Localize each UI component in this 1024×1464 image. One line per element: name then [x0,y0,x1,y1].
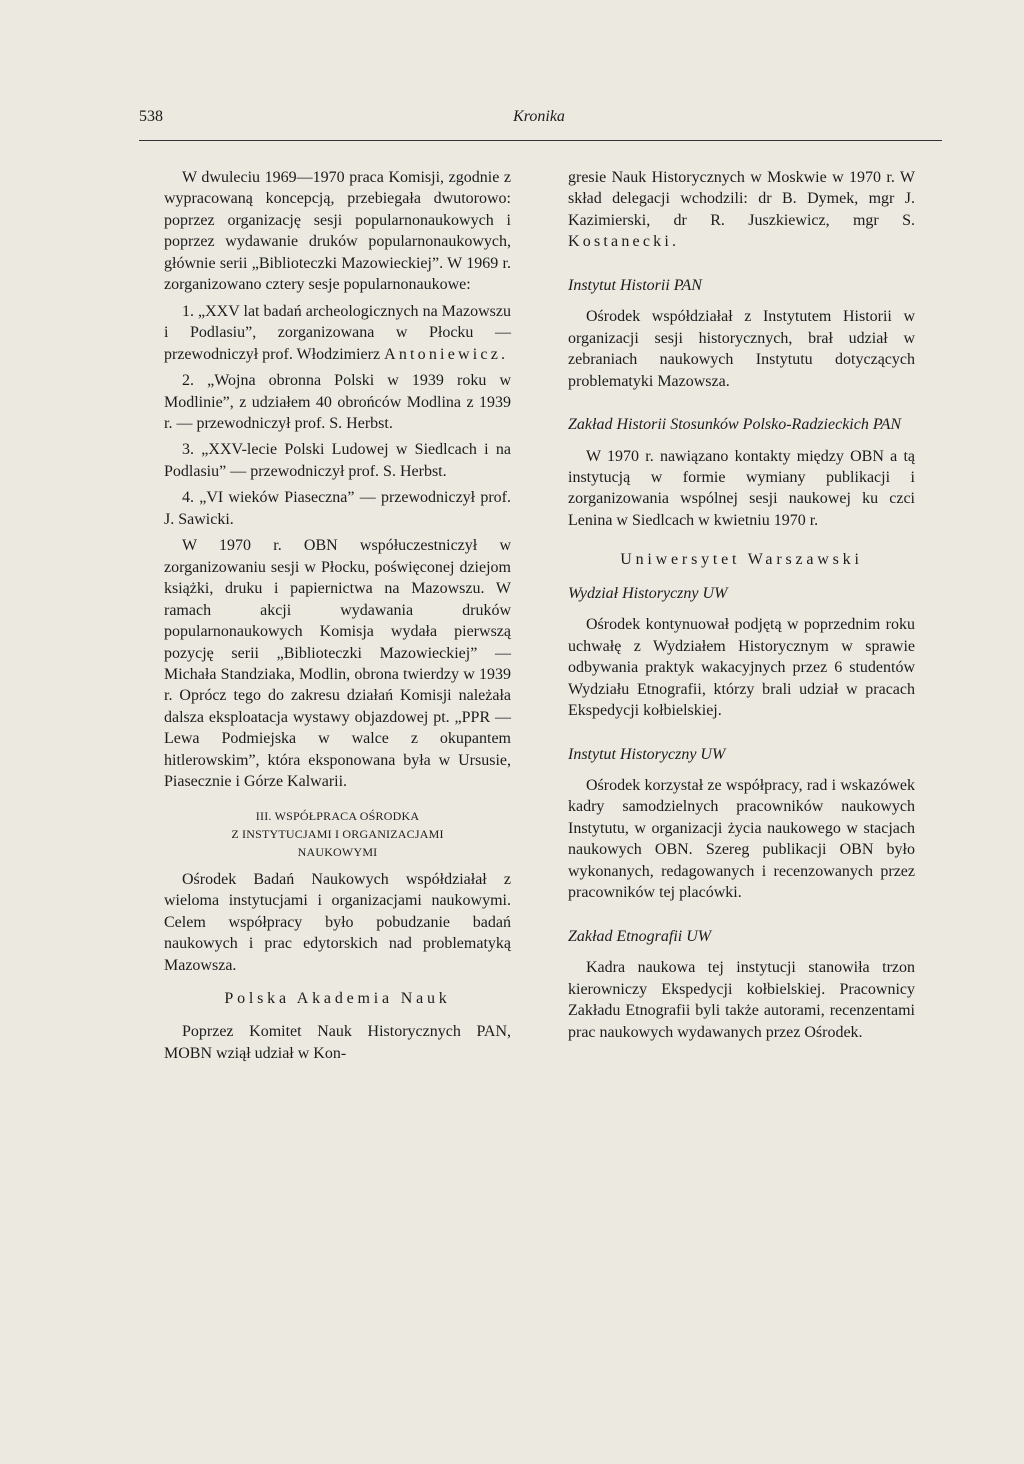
paragraph-congress-continued [568,167,915,253]
paragraph-pan-congress: Poprzez Komitet Nauk Historycznych PAN, MOBN wziął udział w Kon- [164,1023,511,1062]
left-column [164,167,511,1064]
spaced-name: Antoniewicz. [384,345,509,363]
spaced-name: Kostanecki. [568,233,680,251]
heading-polska-akademia-nauk: Polska Akademia Nauk [224,989,451,1007]
paragraph-zaklad-etnografii: Kadra naukowa tej instytucji stanowiła trzon kierowniczy Ekspedycji kołbielskiej. Pracownicy Zakładu Etnografii byli także autorami, recenzentami prac naukowych wydawanych przez Ośrodek. [568,959,915,1041]
paragraph-text: gresie Nauk Historycznych w Moskwie w 1970 r. W skład delegacji wchodzili: dr B. Dymek, mgr J. Kazimierski, dr R. Juszkiewicz, mgr S. [568,169,915,229]
paragraph-zaklad-historii: W 1970 r. nawiązano kontakty między OBN a tą instytucją w formie wymiany publikacji i zorganizowania wspólnej sesji naukowej ku czci Lenina w Siedlcach w kwietniu 1970 r. [568,447,915,529]
page-header [139,104,942,141]
list-item-session-3: 3. „XXV-lecie Polski Ludowej w Siedlcach i na Podlasiu” — przewodniczył prof. S. Herbst. [164,441,511,480]
section-heading [164,807,511,861]
heading-zaklad-etnografii: Zakład Etnografii UW [568,927,712,945]
section-heading-line: Z INSTYTUCJAMI I ORGANIZACJAMI [231,826,444,841]
paragraph-commission-work: W dwuleciu 1969—1970 praca Komisji, zgodnie z wypracowaną koncepcją, przebiegała dwutorowo: poprzez organizację sesji popularnonaukowych i poprzez wydawanie druków popularnonaukowych, głównie serii „Biblioteczki Mazowieckiej”. W 1969 r. zorganizowano cztery sesje popularnonaukowe: [164,169,511,294]
list-item-text: 1. „XXV lat badań archeologicznych na Mazowszu i Podlasiu”, zorganizowana w Płocku — przewodniczył prof. Włodzimierz [164,302,511,363]
heading-wydzial-historyczny: Wydział Historyczny UW [568,584,728,602]
heading-instytut-historii-pan: Instytut Historii PAN [568,276,702,294]
list-item-session-2: 2. „Wojna obronna Polski w 1939 roku w Modlinie”, z udziałem 40 obrońców Modlina z 1939 r. — przewodniczył prof. S. Herbst. [164,372,511,432]
section-heading-line: NAUKOWYMI [297,844,378,859]
heading-uniwersytet-warszawski: Uniwersytet Warszawski [620,551,863,569]
page-number: 538 [139,108,163,125]
right-column [568,167,915,1043]
heading-zaklad-historii: Zakład Historii Stosunków Polsko-Radzieckich PAN [568,416,902,434]
running-head: Kronika [513,108,565,125]
paragraph-instytut-historii: Ośrodek współdziałał z Instytutem Historii w organizacji sesji historycznych, brał udział w zebraniach naukowych Instytutu dotyczących problematyki Mazowsza. [568,308,915,390]
paragraph-instytut-historyczny: Ośrodek korzystał ze współpracy, rad i wskazówek kadry samodzielnych pracowników naukowych Instytutu, w organizacji życia naukowego w stacjach naukowych OBN. Szereg publikacji OBN było wykonanych, redagowanych i recenzowanych przez pracowników tej placówki. [568,776,915,902]
list-item-session-1 [164,301,511,365]
section-heading-line: III. WSPÓŁPRACA OŚRODKA [255,808,420,823]
paragraph-cooperation: Ośrodek Badań Naukowych współdziałał z wieloma instytucjami i organizacjami naukowymi. Celem współpracy było pobudzanie badań naukowych i prac edytorskich nad problematyką Mazowsza. [164,870,511,974]
paragraph-1970-activities: W 1970 r. OBN współuczestniczył w zorganizowaniu sesji w Płocku, poświęconej dziejom książki, druku i papiernictwa na Mazowszu. W ramach akcji wydawania druków popularnonaukowych Komisja wydała pierwszą pozycję serii „Biblioteczki Mazowieckiej” — Michała Standziaka, Modlin, obrona twierdzy w 1939 r. Oprócz tego do zakresu działań Komisji należała dalsza eksploatacja wystawy objazdowej pt. „PPR — Lewa Podmiejska w walce z okupantem hitlerowskim”, która eksponowana była w Ursusie, Piasecznie i Górze Kalwarii. [164,537,511,791]
list-item-session-4: 4. „VI wieków Piaseczna” — przewodniczył prof. J. Sawicki. [164,489,511,528]
heading-instytut-historyczny: Instytut Historyczny UW [568,745,726,763]
paragraph-wydzial-historyczny: Ośrodek kontynuował podjętą w poprzednim roku uchwałę z Wydziałem Historycznym w sprawie odbywania praktyk wakacyjnych przez 6 studentów Wydziału Etnografii, którzy brali udział w pracach Ekspedycji kołbielskiej. [568,616,915,720]
